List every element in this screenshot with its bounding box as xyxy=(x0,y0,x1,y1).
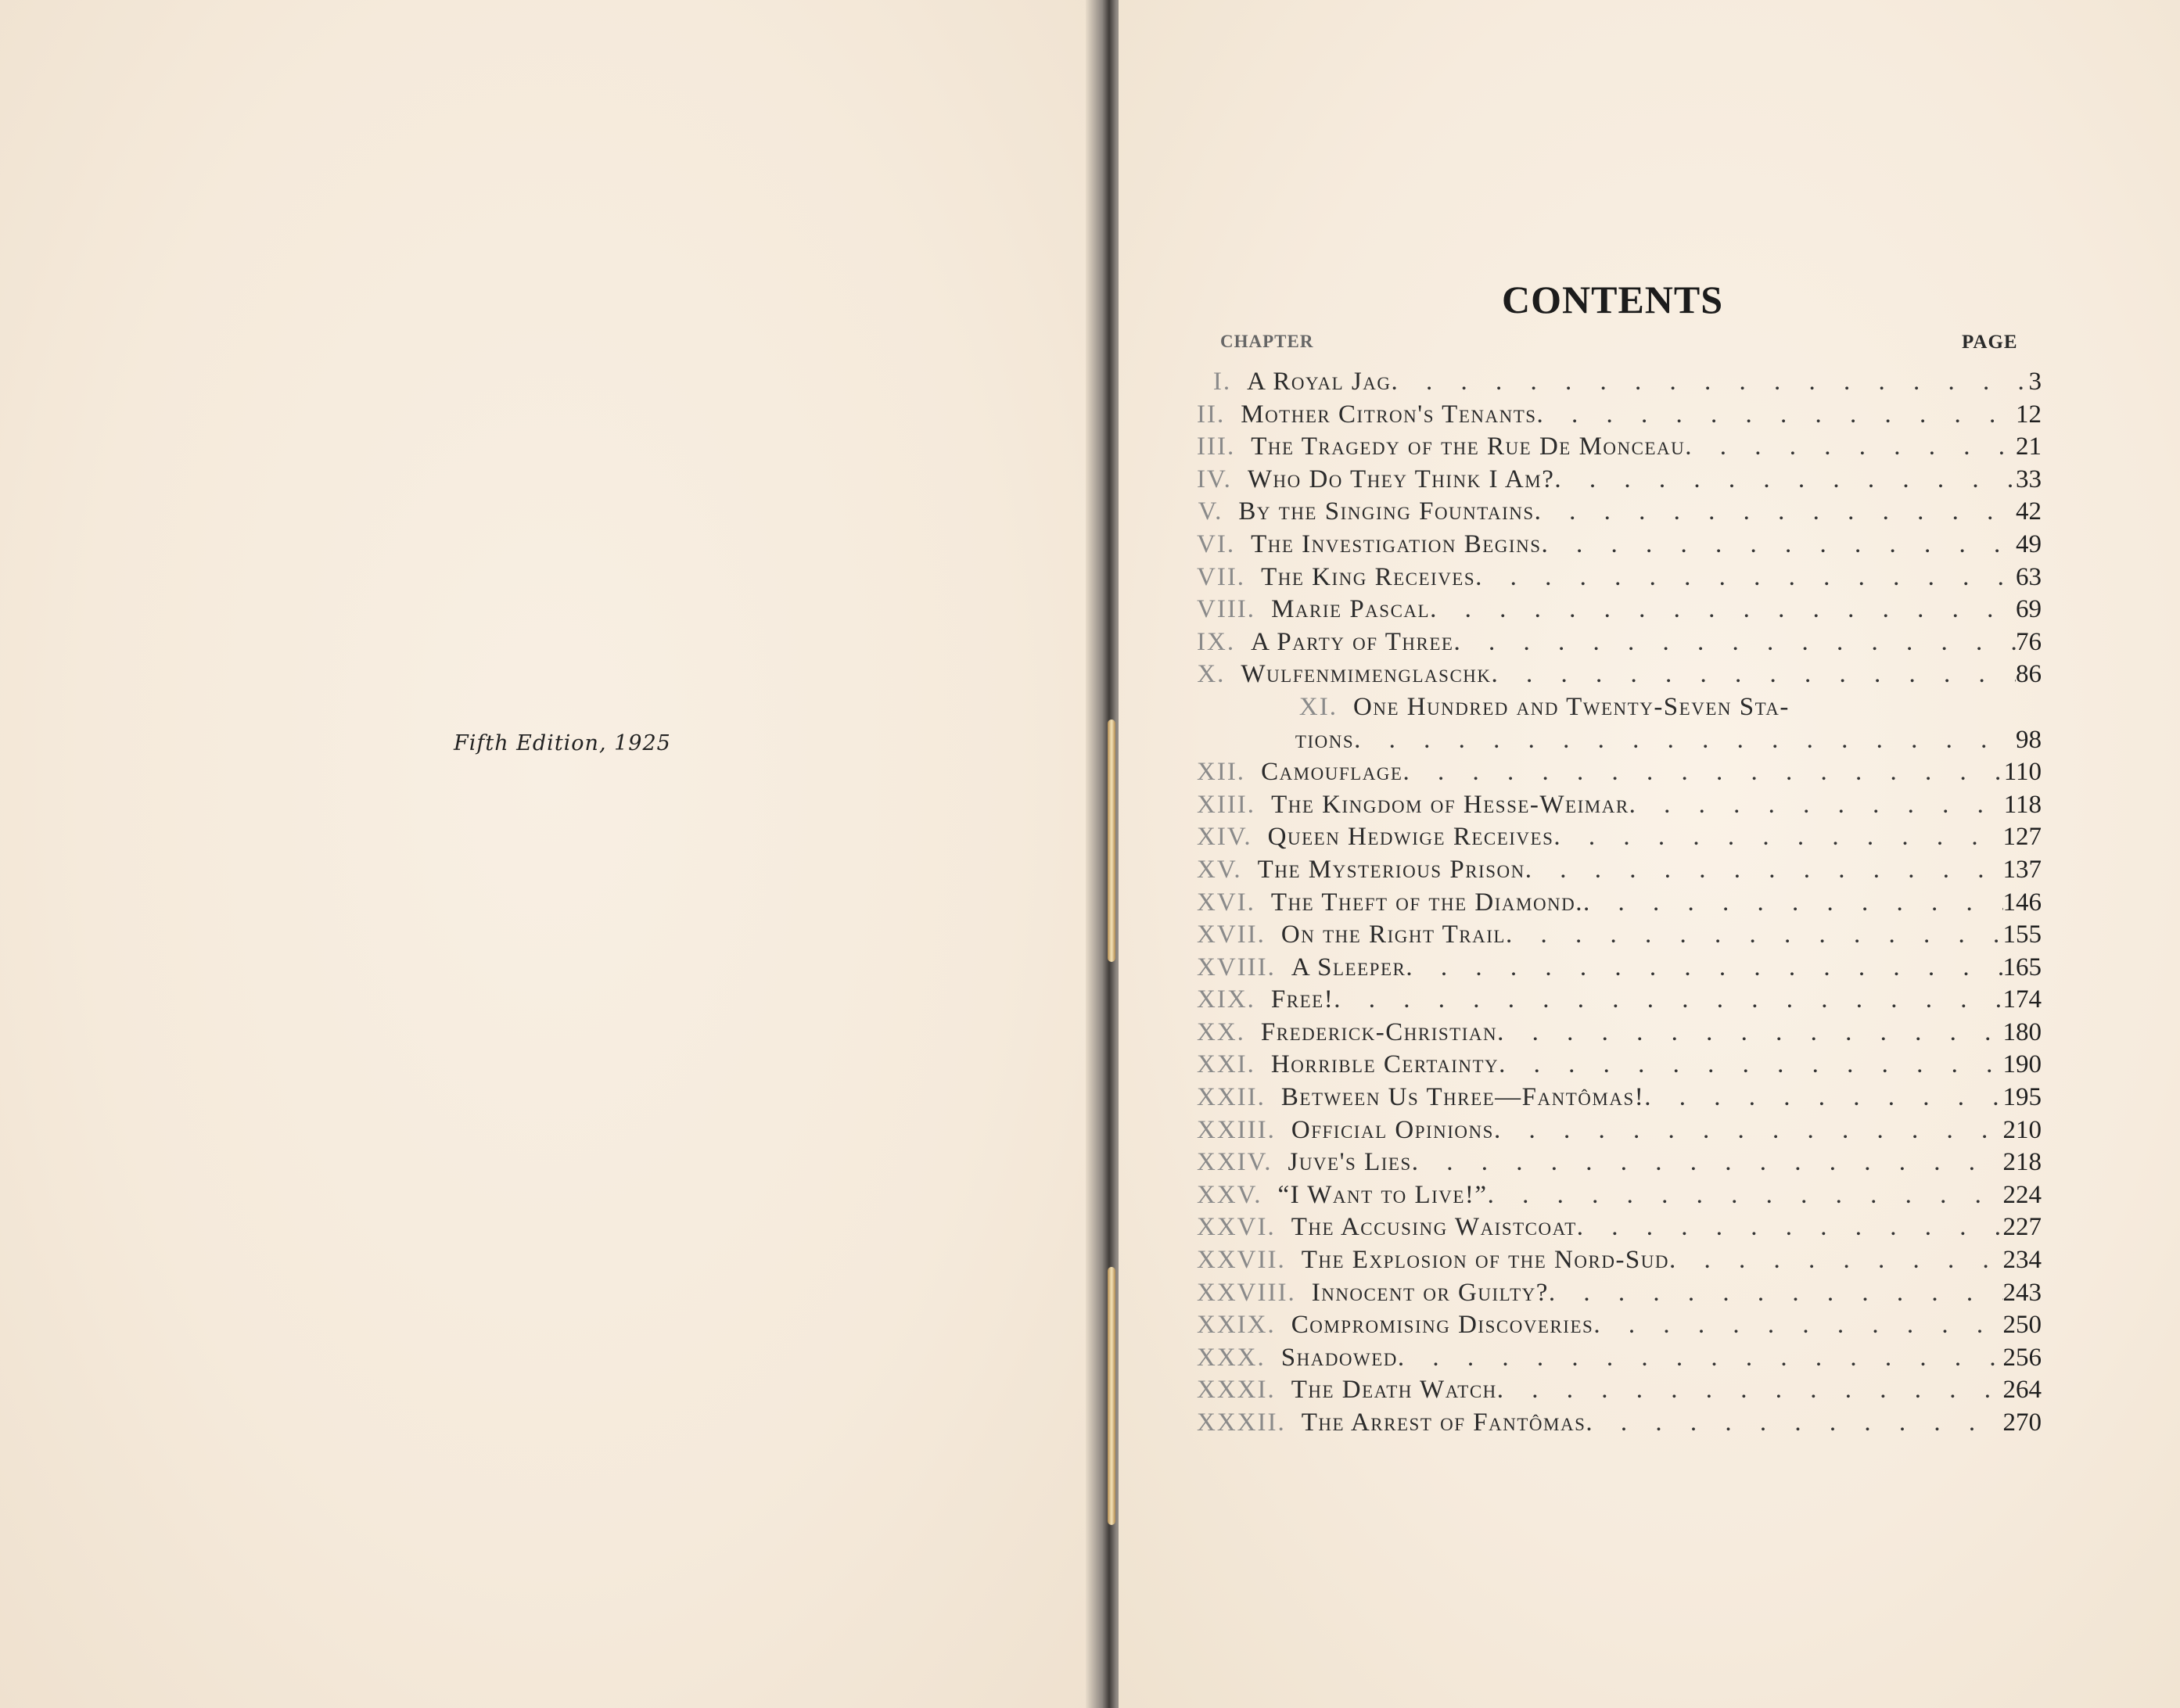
page-number: 165 xyxy=(2002,953,2042,981)
chapter-number: X. xyxy=(1197,660,1226,689)
dot-leader xyxy=(1412,1148,2003,1177)
page-number: 3 xyxy=(2028,368,2042,396)
chapter-number: XVII. xyxy=(1197,920,1266,949)
chapter-number: XVIII. xyxy=(1197,953,1276,981)
chapter-title: Innocent or Guilty? xyxy=(1311,1278,1549,1307)
chapter-number: XI. xyxy=(1298,692,1338,721)
dot-leader xyxy=(1406,953,2002,982)
chapter-number: XXIV. xyxy=(1197,1148,1273,1177)
toc-entry xyxy=(1197,1279,2042,1312)
chapter-number: XXXI. xyxy=(1197,1376,1276,1405)
page-number: 49 xyxy=(2016,529,2042,558)
toc-entry xyxy=(1197,1408,2042,1441)
page-number: 42 xyxy=(2016,497,2042,526)
chapter-title: “I Want to Live!” xyxy=(1277,1180,1488,1209)
chapter-number: XXVI. xyxy=(1197,1213,1276,1242)
dot-leader xyxy=(1549,1279,2003,1308)
toc-entry xyxy=(1197,660,2042,693)
dot-leader xyxy=(1402,758,2003,787)
staple-top xyxy=(1108,719,1115,962)
toc-entry xyxy=(1197,1344,2042,1376)
toc-entry xyxy=(1197,953,2042,986)
toc-entry xyxy=(1197,758,2042,791)
dot-leader xyxy=(1554,465,2016,494)
chapter-number: XVI. xyxy=(1197,888,1255,917)
chapter-title: The Theft of the Diamond. xyxy=(1270,888,1584,917)
chapter-title: The Tragedy of the Rue De Monceau xyxy=(1251,432,1686,461)
page-number: 146 xyxy=(2002,888,2042,917)
dot-leader xyxy=(1475,563,2016,592)
chapter-number: V. xyxy=(1198,497,1223,526)
dot-leader xyxy=(1354,726,2016,755)
chapter-number: XXIII. xyxy=(1197,1115,1276,1144)
chapter-title: The King Receives xyxy=(1261,562,1476,591)
chapter-number: XX. xyxy=(1197,1017,1245,1046)
page-number: 250 xyxy=(2002,1311,2042,1340)
chapter-number: XIV. xyxy=(1197,823,1252,852)
dot-leader xyxy=(1586,1408,2002,1437)
page-number: 12 xyxy=(2016,400,2042,429)
chapter-number: XXVIII. xyxy=(1197,1278,1296,1307)
dot-leader xyxy=(1453,628,2016,657)
dot-leader xyxy=(1430,595,2016,624)
toc-entry xyxy=(1197,595,2042,628)
dot-leader xyxy=(1669,1246,2002,1275)
dot-leader xyxy=(1494,1116,2003,1145)
dot-leader xyxy=(1497,1018,2002,1047)
chapter-title: Between Us Three—Fantômas! xyxy=(1280,1083,1645,1112)
chapter-number: II. xyxy=(1197,400,1226,429)
chapter-title: The Mysterious Prison xyxy=(1257,855,1525,884)
chapter-number: XXX. xyxy=(1197,1343,1266,1372)
chapter-title: By the Singing Fountains xyxy=(1238,497,1535,526)
page-number: 86 xyxy=(2016,660,2042,689)
dot-leader xyxy=(1392,368,2027,396)
page-number: 21 xyxy=(2016,432,2042,461)
chapter-title: The Investigation Begins xyxy=(1251,529,1542,558)
dot-leader xyxy=(1537,400,2016,429)
toc-entry xyxy=(1197,1050,2042,1083)
toc-entry xyxy=(1197,1083,2042,1116)
dot-leader xyxy=(1593,1311,2002,1340)
chapter-title: A Party of Three xyxy=(1251,627,1454,656)
chapter-title: The Explosion of the Nord-Sud xyxy=(1301,1246,1670,1275)
dot-leader xyxy=(1644,1083,2002,1112)
page-number: 63 xyxy=(2016,562,2042,591)
chapter-title: Wulfenmimenglaschk xyxy=(1241,660,1492,689)
toc-entry xyxy=(1197,1181,2042,1214)
toc-entry xyxy=(1197,1116,2042,1149)
chapter-number: XXV. xyxy=(1197,1180,1262,1209)
chapter-number: I. xyxy=(1212,368,1232,396)
page-number: 33 xyxy=(2016,465,2042,493)
chapter-title: A Royal Jag xyxy=(1247,368,1392,396)
chapter-title: The Arrest of Fantômas xyxy=(1301,1408,1586,1437)
toc-entry xyxy=(1197,856,2042,888)
staple-bottom xyxy=(1108,1267,1115,1525)
page-number: 174 xyxy=(2002,985,2042,1014)
chapter-number: XIII. xyxy=(1197,790,1256,819)
page-number: 127 xyxy=(2002,823,2042,852)
toc-entry xyxy=(1197,1376,2042,1408)
chapter-number: XXXII. xyxy=(1197,1408,1286,1437)
chapter-title: A Sleeper xyxy=(1291,953,1406,981)
page-number: 155 xyxy=(2002,920,2042,949)
chapter-number: III. xyxy=(1197,432,1236,461)
chapter-number: XXII. xyxy=(1197,1083,1266,1112)
table-of-contents xyxy=(1197,368,2042,1441)
dot-leader xyxy=(1629,791,2004,820)
page-number: 243 xyxy=(2002,1278,2042,1307)
toc-entry xyxy=(1197,1246,2042,1279)
chapter-title: Official Opinions xyxy=(1291,1115,1494,1144)
chapter-title: Frederick-Christian xyxy=(1260,1017,1498,1046)
chapter-number: VIII. xyxy=(1197,595,1256,624)
chapter-number: VII. xyxy=(1197,562,1246,591)
toc-entry xyxy=(1197,563,2042,596)
chapter-title: Juve's Lies xyxy=(1288,1148,1412,1177)
chapter-number: IX. xyxy=(1197,627,1236,656)
page-number: 69 xyxy=(2016,595,2042,624)
toc-entry xyxy=(1197,791,2042,824)
toc-entry xyxy=(1197,497,2042,530)
dot-leader xyxy=(1506,920,2003,949)
toc-entry xyxy=(1197,530,2042,563)
chapter-title: Marie Pascal xyxy=(1271,595,1431,624)
contents-heading: CONTENTS xyxy=(1502,278,1724,321)
page-number: 110 xyxy=(2003,758,2042,787)
chapter-number: XXVII. xyxy=(1197,1246,1286,1275)
chapter-title: Free! xyxy=(1270,985,1334,1014)
chapter-title: One Hundred and Twenty-Seven Sta- xyxy=(1353,692,1790,721)
page-column-heading: PAGE xyxy=(1962,332,2018,353)
chapter-title: Queen Hedwige Receives xyxy=(1267,823,1554,852)
toc-entry xyxy=(1197,628,2042,661)
chapter-title: Camouflage xyxy=(1261,758,1403,787)
toc-entry xyxy=(1197,693,2042,726)
toc-entry xyxy=(1197,368,2042,400)
page-number: 210 xyxy=(2002,1115,2042,1144)
chapter-number: IV. xyxy=(1197,465,1232,493)
dot-leader xyxy=(1577,1213,2003,1242)
chapter-title: Compromising Discoveries xyxy=(1291,1311,1594,1340)
chapter-number: XII. xyxy=(1197,758,1246,787)
dot-leader xyxy=(1685,432,2016,461)
toc-entry xyxy=(1197,1018,2042,1051)
chapter-title: Who Do They Think I Am? xyxy=(1247,465,1555,493)
toc-entry xyxy=(1197,823,2042,856)
dot-leader xyxy=(1488,1181,2003,1210)
toc-entry xyxy=(1197,985,2042,1018)
page-number: 98 xyxy=(2016,725,2042,754)
chapter-title-continued: tions xyxy=(1295,725,1355,754)
chapter-column-heading: CHAPTER xyxy=(1220,332,1314,351)
chapter-number: VI. xyxy=(1197,529,1236,558)
dot-leader xyxy=(1525,856,2003,884)
page-number: 180 xyxy=(2002,1017,2042,1046)
dot-leader xyxy=(1398,1344,2003,1372)
toc-entry-continued xyxy=(1197,726,2042,759)
page-number: 190 xyxy=(2002,1050,2042,1079)
toc-entry xyxy=(1197,1148,2042,1181)
toc-entry xyxy=(1197,465,2042,498)
dot-leader xyxy=(1535,497,2016,526)
dot-leader xyxy=(1583,888,2002,917)
toc-entry xyxy=(1197,432,2042,465)
chapter-title: The Kingdom of Hesse-Weimar xyxy=(1271,790,1629,819)
chapter-title: Shadowed xyxy=(1280,1343,1398,1372)
toc-entry xyxy=(1197,888,2042,921)
page-number: 118 xyxy=(2003,790,2042,819)
chapter-number: XV. xyxy=(1197,855,1242,884)
page-number: 227 xyxy=(2002,1213,2042,1242)
page-number: 218 xyxy=(2002,1148,2042,1177)
toc-entry xyxy=(1197,1311,2042,1344)
chapter-title: Mother Citron's Tenants xyxy=(1241,400,1537,429)
page-number: 76 xyxy=(2016,627,2042,656)
chapter-title: The Accusing Waistcoat xyxy=(1291,1213,1577,1242)
dot-leader xyxy=(1541,530,2016,559)
dot-leader xyxy=(1497,1376,2003,1405)
page-number: 256 xyxy=(2002,1343,2042,1372)
chapter-title: The Death Watch xyxy=(1291,1376,1497,1405)
edition-note: Fifth Edition, 1925 xyxy=(454,731,671,755)
dot-leader xyxy=(1553,823,2002,852)
page-number: 224 xyxy=(2002,1180,2042,1209)
chapter-number: XXIX. xyxy=(1197,1311,1276,1340)
page-number: 234 xyxy=(2002,1246,2042,1275)
toc-entry xyxy=(1197,920,2042,953)
page-number: 195 xyxy=(2002,1083,2042,1112)
dot-leader xyxy=(1334,985,2002,1014)
chapter-number: XXI. xyxy=(1197,1050,1255,1079)
dot-leader xyxy=(1492,660,2016,689)
chapter-title: On the Right Trail xyxy=(1280,920,1506,949)
dot-leader xyxy=(1499,1050,2002,1079)
toc-entry xyxy=(1197,1213,2042,1246)
chapter-title: Horrible Certainty xyxy=(1270,1050,1499,1079)
toc-entry xyxy=(1197,400,2042,433)
chapter-number: XIX. xyxy=(1197,985,1255,1014)
page-number: 264 xyxy=(2002,1376,2042,1405)
page-number: 137 xyxy=(2002,855,2042,884)
page-number: 270 xyxy=(2002,1408,2042,1437)
